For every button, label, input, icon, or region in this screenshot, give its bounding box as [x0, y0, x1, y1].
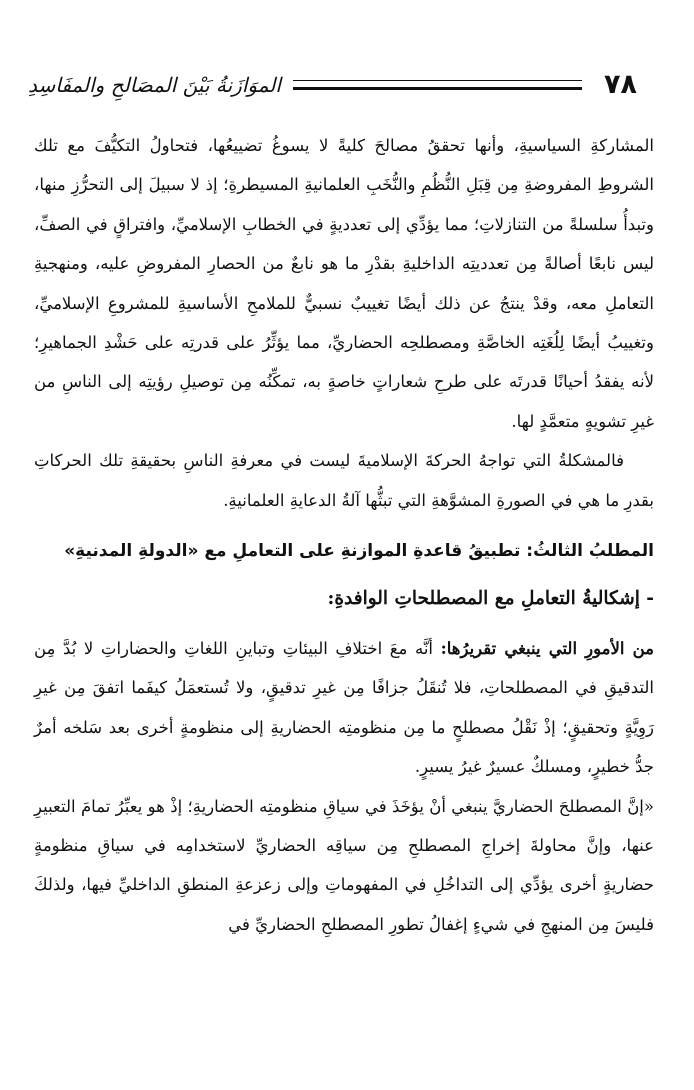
- paragraph-body: أنَّه معَ اختلافِ البيئاتِ وتباينِ اللغاتِ والحضاراتِ لا بُدَّ مِن التدقيقِ في المصطلحاتِ، فلا تُنقَلُ جزافًا مِن غيرِ تدقيقٍ، ولا تُستعمَلُ كيفَما اتفقَ مِن غيرِ رَوِيَّةٍ وتحقيقٍ؛ إذْ نَقْلُ مصطلحٍ ما مِن منظومتِه الحضاريةِ إلى منظومةٍ أخرى بعد سَلخه أمرٌ جدُّ خطيرٍ، ومسلكٌ عسيرٌ غيرُ يسيرٍ.: [34, 638, 654, 777]
- paragraph: المشاركةِ السياسيةِ، وأنها تحققُ مصالحَ كليةً لا يسوغُ تضييعُها، فتحاولُ التكيُّفَ مع تلك الشروطِ المفروضةِ مِن قِبَلِ النُّظُمِ والنُّخَبِ العلمانيةِ المسيطرةِ؛ إذ لا سبيلَ إلى التحرُّزِ منها، وتبدأُ سلسلةً من التنازلاتِ؛ مما يؤدِّي إلى تعدديةٍ في الخطابِ الإسلاميِّ، وافتراقٍ في الصفِّ، ليس نابعًا أصالةً مِن تعدديتِه الداخليةِ بقدْرِ ما هو نابعٌ من الحصارِ المفروضِ عليه، ومنهجيةِ التعاملِ معه، وقدْ ينتجُ عن ذلك أيضًا تغييبٌ نسبيٌّ للملامحِ الأساسيةِ للمشروعِ الإسلاميِّ، وتغييبُ أيضًا لِلُغَتِه الخاصَّةِ ومصطلحِه الحضاريِّ، مما يؤثِّرُ على قدرتِه على حَشْدِ الجماهيرِ؛ لأنه يفقدُ أحيانًا قدرتَه على طرحِ شعاراتٍ خاصةٍ به، تمكِّنُه مِن توصيلِ رؤيتِه إلى الناسِ من غيرِ تشويهٍ متعمَّدٍ لها.: [34, 136, 654, 431]
- quoted-paragraph: «إنَّ المصطلحَ الحضاريَّ ينبغي أنْ يؤخَذَ في سياقِ منظومتِه الحضاريةِ؛ إذْ هو يعبِّرُ تمامَ التعبيرِ عنها، وإنَّ محاولةَ إخراجِ المصطلحِ مِن سياقِه الحضاريِّ لاستخدامِه في سياقِ منظومةٍ حضاريةٍ أخرى يؤدِّي إلى التداخُلِ في المفهوماتِ وإلى زعزعةِ المنطقِ الداخليِّ فيها، ولذلكَ فليسَ مِن المنهجِ في شيءٍ إغفالُ تطورِ المصطلحِ الحضاريِّ في: [34, 796, 654, 934]
- running-title: الموَازَنةُ بَيْنَ المصَالحِ والمفَاسِدِ: [28, 73, 281, 97]
- section-heading: المطلبُ الثالثُ: تطبيقُ قاعدةِ الموازنةِ على التعاملِ مع «الدولةِ المدنيةِ»: [64, 541, 654, 562]
- paragraph: [34, 629, 654, 787]
- subheading: - إشكاليةُ التعاملِ مع المصطلحاتِ الوافدةِ:: [327, 588, 654, 610]
- paragraph: فالمشكلةُ التي تواجهُ الحركةَ الإسلاميةَ ليست في معرفةِ الناسِ بحقيقةِ تلك الحركاتِ بقدرِ ما هي في الصورةِ المشوَّهةِ التي تبثُّها آلةُ الدعايةِ العلمانيةِ.: [34, 451, 654, 510]
- page-header: [28, 58, 656, 102]
- body-text: [34, 126, 654, 944]
- paragraph-lead: من الأمورِ التي ينبغي تقريرُها:: [440, 638, 654, 658]
- page-number: ٧٨: [604, 69, 637, 100]
- header-rule: [293, 80, 582, 90]
